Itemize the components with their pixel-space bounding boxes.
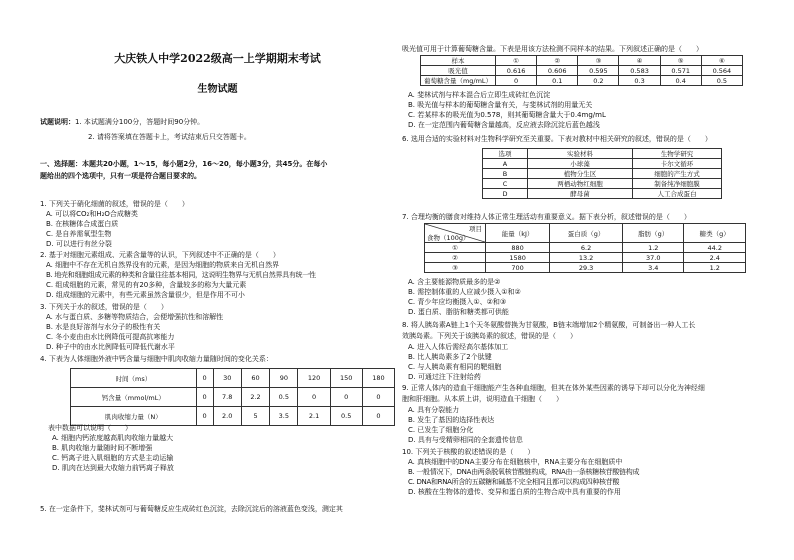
q4-r0-c3: 2.2 [241,388,269,407]
q6-r0-c0: A [483,159,528,169]
q4-r1-c3: 5 [241,407,269,426]
q5-r0-c4: 0.583 [619,66,660,76]
q6-th-0: 选项 [483,149,528,159]
q5-r0-c3: 0.595 [578,66,619,76]
q5-option-c: C. 若某样本的吸光值为0.578，则其葡萄糖含量大于0.4mg/mL [408,111,606,119]
q5-option-d: D. 在一定范围内葡萄糖含量越高，反应液去除沉淀后蓝色越浅 [408,121,600,129]
q6-th-1: 实验材料 [528,149,633,159]
q4-r0-c5: 0 [298,388,330,407]
q6-r0-c1: 小球藻 [528,159,633,169]
q6-th-2: 生物学研究 [633,149,722,159]
q7-option-a: A. 含主要能源物质最多的是② [408,278,501,286]
q5-th-6: ⑥ [701,56,742,66]
q8-stem-line1: 8. 将人胰岛素A链上1个天冬氨酸替换为甘氨酸，B链末端增加2个精氨酸，可制备出一种人工长 [402,321,696,329]
q5-th-3: ③ [578,56,619,66]
q4-r1-c2: 2.0 [213,407,241,426]
q7-corner-top: 项目 [469,225,482,233]
q3-option-c: C. 冬小麦由由水比例降低可提高抗寒能力 [46,333,175,341]
q3-stem: 3. 下列关于水的叙述，错误的是（ ） [40,303,168,311]
q4-stem: 4. 下表为人体细胞外液中钙含量与细胞中肌肉收缩力量随时间的变化关系： [40,355,273,363]
q8-option-b: B. 比人胰岛素多了2个肽键 [408,353,492,361]
q8-stem-line2: 效胰岛素。下列关于该胰岛素的叙述，错误的是（ ） [402,332,577,340]
q4-r1-c5: 2.1 [298,407,330,426]
q1-stem: 1. 下列关于硝化细菌的叙述，错误的是（ ） [40,200,189,208]
q9-option-a: A. 具有分裂能力 [408,406,460,414]
q1-option-d: D. 可以进行有丝分裂 [46,240,112,248]
q5-r0-c1: 0.616 [496,66,537,76]
q4-th-0: 时间（ms） [71,369,197,388]
q5-r1-c0: 葡萄糖含量（mg/mL） [421,76,496,86]
q5-stem-line1: 5. 在一定条件下，斐林试剂可与葡萄糖反应生成砖红色沉淀，去除沉淀后的溶液蓝色变浅，测定其 [40,505,343,513]
q4-option-d: D. 肌肉在达到最大收缩力前钙离子释放 [52,464,174,472]
q5-r1-c1: 0 [496,76,537,86]
q6-r0-c2: 卡尔文循环 [633,159,722,169]
q6-r2-c2: 制备纯净细胞膜 [633,179,722,189]
q5-th-2: ② [537,56,578,66]
q9-stem-line2: 胞和肝细胞。从本质上讲，说明造血干细胞（ ） [402,395,563,403]
q4-r1-c0: 肌肉收缩力量（N） [71,407,197,426]
section-heading-line1: 一、选择题：本题共20小题，1～15，每小题2分，16～20，每小题3分，共45分。在每小 [40,160,328,168]
q8-option-d: D. 可通过注下注射给药 [408,373,481,381]
q2-option-b: B. 地壳和细胞组成元素的种类和含量往往基本相同，这说明生物界与无机自然界具有统一性 [46,271,316,279]
q1-option-b: B. 在核糖体合成蛋白质 [46,220,119,228]
q9-option-d: D. 具有与受精卵相同的全套遗传信息 [408,436,523,444]
instructions-line1 [40,118,204,127]
q10-option-b: B. 一般情况下，DNA由两条脱氧核苷酸链构成，RNA由一条核糖核苷酸链构成 [408,468,640,476]
q10-option-a: A. 真核细胞中的DNA主要分布在细胞核中，RNA主要分布在细胞质中 [408,458,623,466]
q4-r1-c6: 0.5 [330,407,362,426]
q6-r2-c0: C [483,179,528,189]
q7-table [424,223,746,273]
q5-option-b: B. 吸光值与样本的葡萄糖含量有关，与斐林试剂的用量无关 [408,101,593,109]
q5-th-5: ⑤ [660,56,701,66]
q7-option-d: D. 蛋白质、脂肪和糖类都可供能 [408,308,509,316]
q5-r1-c3: 0.2 [578,76,619,86]
exam-title: 大庆铁人中学2022级高一上学期期末考试 [114,52,321,65]
q7-r2-c0: ③ [425,263,486,273]
q6-r1-c0: B [483,169,528,179]
q4-question: 表中数据可以说明（ ） [48,424,132,432]
q5-option-a: A. 斐林试剂与样本混合后立即生成砖红色沉淀 [408,91,551,99]
q4-r0-c2: 7.8 [213,388,241,407]
q6-r3-c2: 人工合成蛋白 [633,189,722,199]
q4-table [70,368,395,426]
q2-stem: 2. 基于对细胞元素组成、元素含量等的认识，下列叙述中不正确的是（ ） [40,251,280,259]
q2-option-a: A. 细胞中不存在无机自然界没有的元素，是因为细胞的物质来自无机自然界 [46,261,280,269]
q7-r1-c3: 37.0 [623,253,684,263]
q4-option-a: A. 细胞内钙浓度越高肌肉收缩力量越大 [52,434,174,442]
instructions-label: 试题说明： [40,118,75,126]
q7-th-0: 能量（kJ） [486,224,550,243]
q6-r1-c2: 细胞的产生方式 [633,169,722,179]
q5-th-1: ① [496,56,537,66]
q4-th-5: 120 [298,369,330,388]
q7-corner-cell [425,224,486,243]
q7-r0-c1: 880 [486,243,550,253]
q10-stem: 10. 下列关于核酸的叙述错误的是（ ） [402,448,535,456]
q4-r0-c7: 0 [362,388,394,407]
q7-r0-c3: 1.2 [623,243,684,253]
q7-r0-c0: ① [425,243,486,253]
q4-option-c: C. 钙离子进入肌细胞的方式是主动运输 [52,454,174,462]
q9-option-c: C. 已发生了细胞分化 [408,426,474,434]
instructions-line2: 2. 请将答案填在答题卡上，考试结束后只交答题卡。 [88,133,251,141]
q7-r2-c2: 29.3 [550,263,623,273]
q4-r0-c0: 钙含量（mmol/mL） [71,388,197,407]
q4-r0-c6: 0 [330,388,362,407]
q7-r1-c0: ② [425,253,486,263]
q3-option-d: D. 种子中的由水比例降低可降低代谢水平 [46,343,175,351]
q5-table [420,55,743,86]
exam-subject: 生物试题 [197,84,238,95]
q7-r0-c4: 44.2 [684,243,746,253]
q7-option-b: B. 需控制体重的人应减少摄入①和② [408,288,521,296]
q7-r1-c4: 2.4 [684,253,746,263]
q5-th-4: ④ [619,56,660,66]
q4-th-3: 60 [241,369,269,388]
q6-r1-c1: 植物分生区 [528,169,633,179]
q5-stem-line2: 吸光值可用于计算葡萄糖含量。下表是用该方法检测不同样本的结果。下列叙述正确的是（ ） [402,45,703,53]
q4-r0-c1: 0 [196,388,213,407]
q6-table [482,148,722,199]
q5-r0-c0: 吸光值 [421,66,496,76]
q2-option-c: C. 组成细胞的元素，常见的有20多种，含量较多的称为大量元素 [46,281,247,289]
q7-th-3: 糖类（g） [684,224,746,243]
q4-r0-c4: 0.5 [270,388,298,407]
q5-r1-c4: 0.3 [619,76,660,86]
q5-th-0: 样本 [421,56,496,66]
q5-r1-c2: 0.1 [537,76,578,86]
q4-th-2: 30 [213,369,241,388]
q3-option-b: B. 水是良好溶剂与水分子的极性有关 [46,323,161,331]
q5-r0-c2: 0.606 [537,66,578,76]
q7-th-1: 蛋白质（g） [550,224,623,243]
q4-th-1: 0 [196,369,213,388]
q7-th-2: 脂肪（g） [623,224,684,243]
section-heading-line2: 题给出的四个选项中，只有一项是符合题目要求的。 [40,172,201,180]
q7-r2-c1: 700 [486,263,550,273]
q5-r0-c6: 0.564 [701,66,742,76]
q4-r1-c4: 3.5 [270,407,298,426]
q7-r2-c3: 3.4 [623,263,684,273]
q7-r0-c2: 6.2 [550,243,623,253]
q4-th-6: 150 [330,369,362,388]
q7-r1-c2: 13.2 [550,253,623,263]
q4-r1-c1: 0 [196,407,213,426]
q8-option-a: A. 进入人体后需经高尔基体加工 [408,343,509,351]
q6-r3-c1: 酵母菌 [528,189,633,199]
q10-option-c: C. DNA和RNA所含的五碳糖和碱基不完全相同且都可以构成四种核苷酸 [408,478,620,486]
q1-option-a: A. 可以将CO₂和H₂O合成糖类 [46,210,138,218]
q4-option-b: B. 肌肉收缩力量随时间不断增强 [52,444,153,452]
q6-stem: 6. 选用合适的实验材料对生物科学研究至关重要。下表对教材中相关研究的叙述，错误的是（ ） [402,135,712,143]
q3-option-a: A. 水与蛋白质、多糖等物质结合，会便增强抗性和溶解性 [46,313,224,321]
q6-r2-c1: 两栖动物红细胞 [528,179,633,189]
instructions-text1: 1. 本试题满分100分，答题时间90分钟。 [75,118,205,126]
q5-r0-c5: 0.571 [660,66,701,76]
q9-option-b: B. 发生了基因的选择性表达 [408,416,495,424]
q8-option-c: C. 与人胰岛素有相同的靶细胞 [408,363,502,371]
q7-r1-c1: 1580 [486,253,550,263]
q4-r1-c7: 0 [362,407,394,426]
q5-r1-c6: 0.5 [701,76,742,86]
q7-option-c: C. 青少年应均衡摄入①、②和③ [408,298,507,306]
q7-stem: 7. 合理均衡的膳食对维持人体正常生理活动有重要意义。据下表分析，叙述错误的是（ ） [402,213,691,221]
q7-r2-c4: 1.2 [684,263,746,273]
q2-option-d: D. 组成细胞的元素中，有些元素虽然含量很少，但是作用不可小 [46,291,245,299]
q4-th-7: 180 [362,369,394,388]
q9-stem-line1: 9. 正常人体内的造血干细胞能产生各种血细胞，但其在体外某些因素的诱导下却可以分化为神经细 [402,384,705,392]
q5-r1-c5: 0.4 [660,76,701,86]
q6-r3-c0: D [483,189,528,199]
q7-corner-bottom: 食物（100g） [427,234,470,242]
q10-option-d: D. 核酸在生物体的遗传、变异和蛋白质的生物合成中具有重要的作用 [408,488,621,496]
q4-th-4: 90 [270,369,298,388]
q1-option-c: C. 是自养需氧型生物 [46,230,112,238]
